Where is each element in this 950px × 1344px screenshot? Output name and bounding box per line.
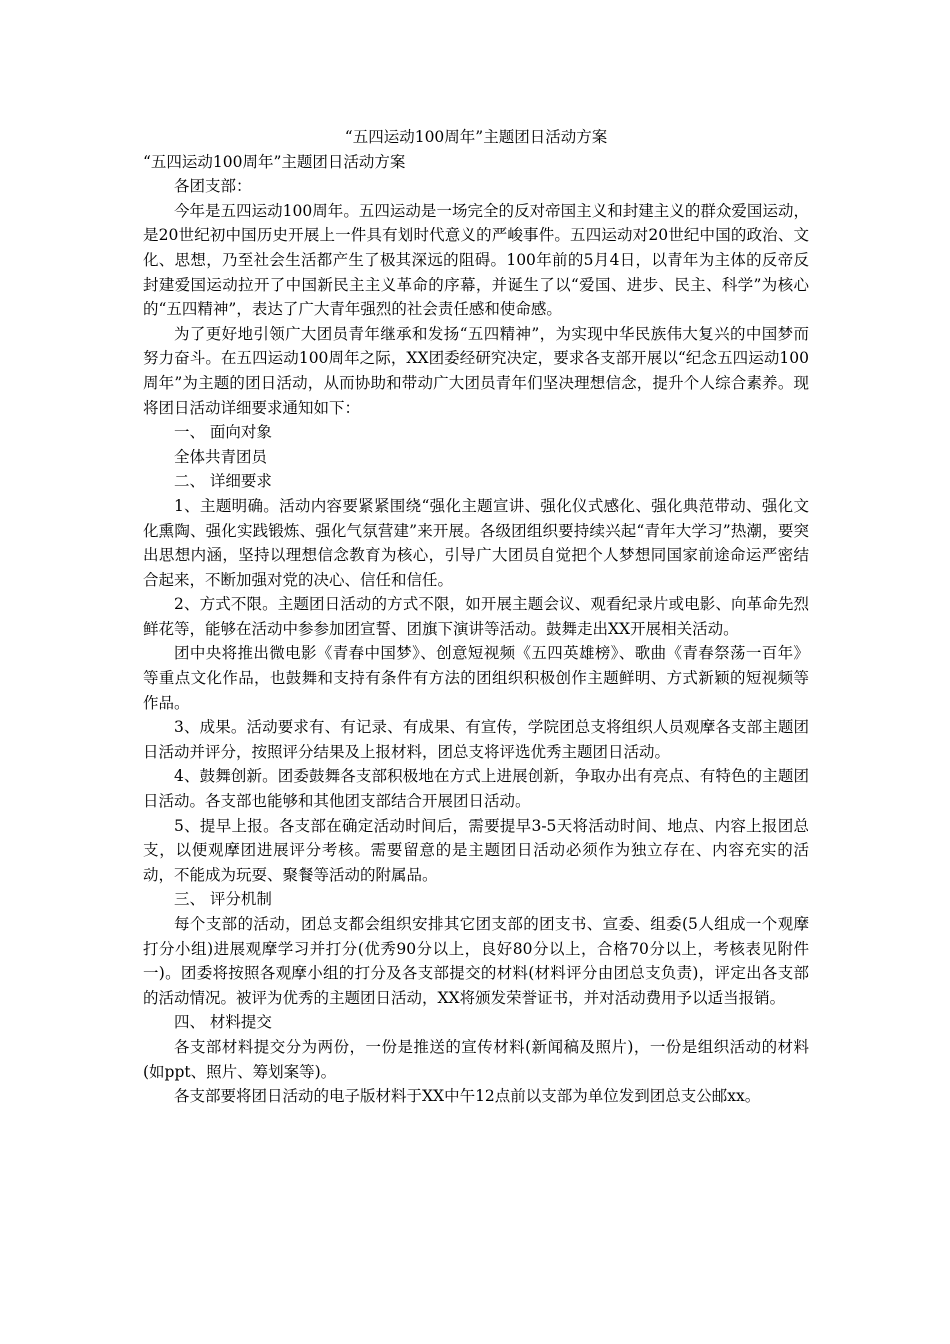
paragraph-materials-2: 各支部要将团日活动的电子版材料于XX中午12点前以支部为单位发到团总支公邮xx。 bbox=[174, 1087, 761, 1106]
paragraph-req-3: 3、成果。活动要求有、有记录、有成果、有宣传，学院团总支将组织人员观摩各支部主题团日活动并评分，按照评分结果及上报材料，团总支将评选优秀主题团日活动。 bbox=[143, 718, 809, 761]
paragraph-req-1: 1、主题明确。活动内容要紧紧围绕“强化主题宣讲、强化仪式感化、强化典范带动、强化文化熏陶、强化实践锻炼、强化气氛营建”来开展。各级团组织要持续兴起“青年大学习”热潮，要突出思想内涵，坚持以理想信念教育为核心，引导广大团员自觉把个人梦想同国家前途命运严密结合起来，不断加强对党的决心、信任和信任。 bbox=[143, 496, 809, 589]
paragraph-req-4: 4、鼓舞创新。团委鼓舞各支部积极地在方式上进展创新，争取办出有亮点、有特色的主题团日活动。各支部也能够和其他团支部结合开展团日活动。 bbox=[143, 767, 809, 811]
paragraph-works: 团中央将推出微电影《青春中国梦》、创意短视频《五四英雄榜》、歌曲《青春祭荡一百年》等重点文化作品，也鼓舞和支持有条件有方法的团组织积极创作主题鲜明、方式新颖的短视频等作品。 bbox=[143, 644, 809, 712]
paragraph-req-2: 2、方式不限。主题团日活动的方式不限，如开展主题会议、观看纪录片或电影、向革命先烈鲜花等，能够在活动中参参加团宣誓、团旗下演讲等活动。鼓舞走出XX开展相关活动。 bbox=[143, 595, 809, 638]
document-title: “五四运动100周年”主题团日活动方案 bbox=[344, 128, 608, 146]
document-body bbox=[143, 125, 809, 1109]
paragraph-scoring: 每个支部的活动，团总支都会组织安排其它团支部的团支书、宣委、组委(5人组成一个观摩打分小组)进展观摩学习并打分(优秀90分以上，良好80分以上，合格70分以上，考核表见附件一)。团委将按照各观摩小组的打分及各支部提交的材料(材料评分由团总支负责)，评定出各支部的活动情况。被评为优秀的主题团日活动，XX将颁发荣誉证书，并对活动费用予以适当报销。 bbox=[143, 915, 809, 1007]
greeting: 各团支部： bbox=[174, 177, 252, 196]
document-subtitle: “五四运动100周年”主题团日活动方案 bbox=[143, 152, 406, 171]
section-heading-scoring: 三、 评分机制 bbox=[174, 890, 272, 909]
paragraph-target: 全体共青团员 bbox=[174, 447, 268, 466]
paragraph-purpose: 为了更好地引领广大团员青年继承和发扬“五四精神”，为实现中华民族伟大复兴的中国梦而努力奋斗。在五四运动100周年之际，XX团委经研究决定，要求各支部开展以“纪念五四运动100周年”为主题的团日活动，从而协助和带动广大团员青年们坚决理想信念，提升个人综合素养。现将团日活动详细要求通知如下： bbox=[143, 324, 809, 417]
paragraph-req-5: 5、提早上报。各支部在确定活动时间后，需要提早3-5天将活动时间、地点、内容上报团总支，以便观摩团进展评分考核。需要留意的是主题团日活动必须作为独立存在、内容充实的活动，不能成为玩耍、聚餐等活动的附属品。 bbox=[143, 816, 809, 884]
paragraph-intro: 今年是五四运动100周年。五四运动是一场完全的反对帝国主义和封建主义的群众爱国运动，是20世纪初中国历史开展上一件具有划时代意义的严峻事件。五四运动对20世纪中国的政治、文化、思想，乃至社会生活都产生了极其深远的阻碍。100年前的5月4日，以青年为主体的反帝反封建爱国运动拉开了中国新民主主义革命的序幕，并诞生了以“爱国、进步、民主、科学”为核心的“五四精神”，表达了广大青年强烈的社会责任感和使命感。 bbox=[143, 201, 809, 319]
paragraph-materials-1: 各支部材料提交分为两份，一份是推送的宣传材料(新闻稿及照片)，一份是组织活动的材料(如ppt、照片、筹划案等)。 bbox=[143, 1037, 809, 1081]
section-heading-materials: 四、 材料提交 bbox=[174, 1013, 272, 1032]
section-heading-requirements: 二、 详细要求 bbox=[174, 472, 272, 491]
section-heading-target: 一、 面向对象 bbox=[174, 423, 272, 442]
